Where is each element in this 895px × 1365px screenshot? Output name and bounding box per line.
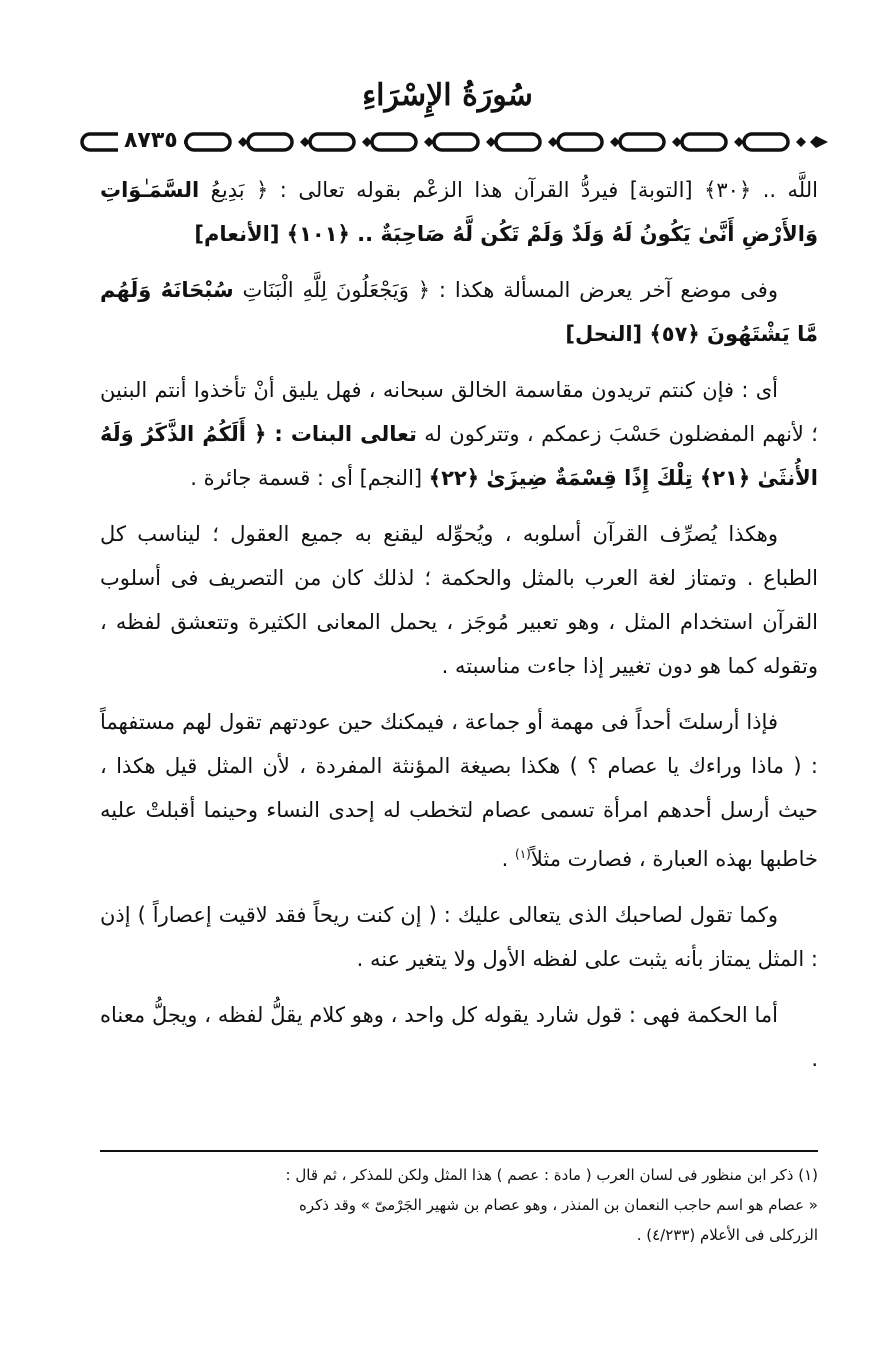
quran-verse: سُبْحَانَهُ وَلَهُم مَّا يَشْتَهُونَ ﴿٥٧﴾ [النحل]: [100, 278, 818, 346]
paragraph: [100, 893, 818, 981]
text-line: أسلوب القرآن استخدام المثل ، وهو تعبير مُوجَز ، يحمل المعانى الكثيرة: [100, 566, 818, 634]
page-number: ٨٧٣٥: [118, 128, 184, 153]
quran-verse: السَّمَـٰوَاتِ وَالأَرْضِ أَنَّىٰ يَكُونُ لَهُ وَلَدٌ وَلَمْ تَكُن لَّهُ صَاحِبَةٌ .. ﴿١٠١﴾ [الأنعام]: [100, 178, 818, 246]
text-line: لاقيت إعصاراً ) إذن : المثل يمتاز بأنه يثبت على لفظه الأول: [100, 903, 818, 971]
footnote-line: « عصام هو اسم حاجب النعمان بن المنذر ، وهو عصام بن شهير الجَرْمىّ » وقد ذكره: [298, 1196, 818, 1214]
text-line: فإذا أرسلتَ أحداً فى مهمة أو جماعة ، فيمكنك حين عودتهم تقول: [219, 710, 778, 734]
ornamental-border: [80, 128, 830, 156]
paragraph: [100, 512, 818, 688]
text-line: وهكذا يُصرِّف القرآن أسلوبه ، ويُحوِّله ليقنع به جميع العقول ؛ ليناسب: [137, 522, 778, 546]
text-line: .: [501, 847, 516, 871]
footnote-line: (١) ذكر ابن منظور فى لسان العرب ( مادة : عصم ) هذا المثل ولكن للمذكر ، ثم قال :: [285, 1166, 818, 1184]
text-line: أى : فإن كنتم تريدون مقاسمة الخالق سبحانه ، فهل يليق أنْ: [253, 378, 778, 402]
paragraph: [100, 268, 818, 356]
quran-verse: تعالى البنات : ﴿ أَلَكُمُ الذَّكَرُ وَلَهُ الأُنثَىٰ ﴿٢١﴾ تِلْكَ إِذًا قِسْمَةٌ ضِيزَىٰ ﴿٢٢﴾: [100, 422, 818, 490]
surah-title: سُورَةُ الإِسْرَاءِ: [362, 78, 533, 113]
text-line: لفظه ، ويجلُّ معناه .: [100, 1003, 818, 1071]
text-line: تأخذوا أنتم البنين ؛ لأنهم المفضلون حَسْبَ زعمكم ، وتتركون له: [100, 378, 818, 446]
footnote-line: الزركلى فى الأعلام (٤/٢٣٣) .: [636, 1226, 818, 1244]
text-line: وفى موضع آخر يعرض المسألة هكذا : ﴿ وَيَجْعَلُونَ لِلَّهِ الْبَنَاتِ: [242, 278, 778, 302]
paragraph: [100, 993, 818, 1081]
text-line: لهم مستفهماً : ( ماذا وراءك يا عصام ؟ ) هكذا بصيغة المؤنثة: [100, 710, 818, 778]
text-line: ولا يتغير عنه .: [356, 947, 476, 971]
text-line: فصارت مثلاً: [530, 847, 633, 871]
footnote-divider: [100, 1150, 818, 1152]
paragraph: [100, 368, 818, 500]
footnote-marker: (١): [515, 847, 531, 861]
body-text: [100, 168, 818, 1093]
text-line: وتتعشق لفظه ، وتقوله كما هو دون تغيير إذا جاءت مناسبته .: [100, 610, 818, 678]
text-line: لتخطب له إحدى النساء وحينما أقبلتْ عليه خاطبها بهذه العبارة ،: [100, 798, 818, 871]
paragraph: [100, 168, 818, 256]
text-line: [النجم] أى : قسمة جائرة .: [190, 466, 423, 490]
text-line: كل الطباع . وتمتاز لغة العرب بالمثل والحكمة ؛ لذلك كان من التصريف فى: [100, 522, 818, 590]
footnotes: [100, 1160, 818, 1250]
text-line: المفردة ، لأن المثل قيل هكذا ، حيث أرسل أحدهم امرأة تسمى عصام: [100, 754, 818, 822]
paragraph: [100, 700, 818, 881]
text-line: وكما تقول لصاحبك الذى يتعالى عليك : ( إن كنت ريحاً فقد: [274, 903, 778, 927]
text-line: اللَّه .. ﴿٣٠﴾ [التوبة] فيردُّ القرآن هذا الزعْم بقوله تعالى : ﴿ بَدِيعُ: [210, 178, 818, 202]
text-line: أما الحكمة فهى : قول شارد يقوله كل واحد ، وهو كلام يقلُّ: [270, 1003, 778, 1027]
